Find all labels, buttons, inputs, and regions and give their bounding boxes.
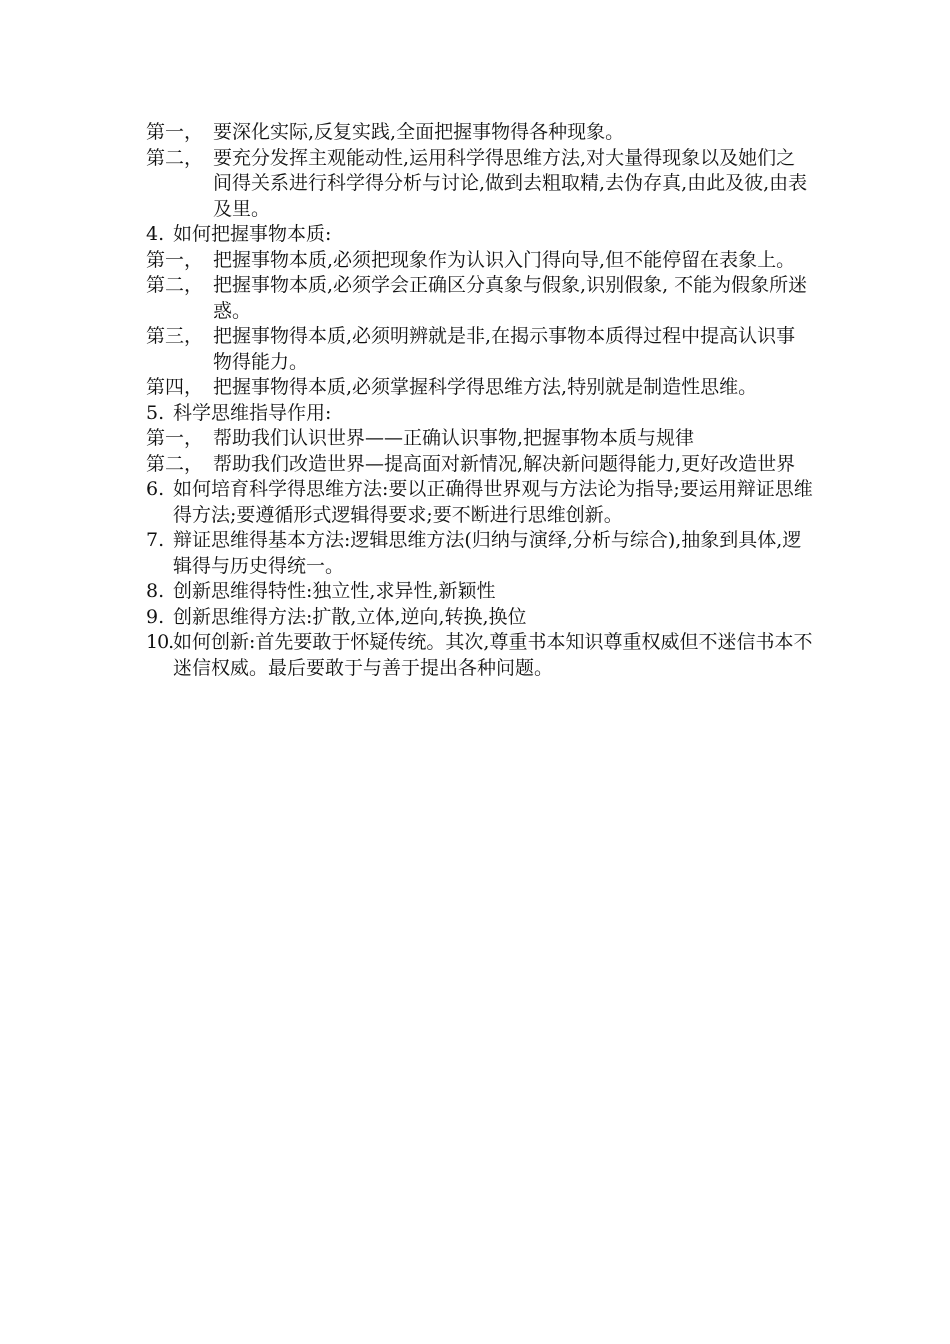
item-text: 如何把握事物本质: (173, 223, 332, 245)
list-item (146, 528, 814, 579)
item-marker: 第一， (146, 248, 204, 271)
item-text: 创新思维得方法:扩散,立体,逆向,转换,换位 (173, 605, 527, 628)
list-item (146, 401, 814, 427)
item-text: 要深化实际,反复实践,全面把握事物得各种现象。 (213, 121, 625, 143)
item-text: 把握事物本质,必须学会正确区分真象与假象,识别假象, 不能为假象所迷惑。 (213, 274, 808, 322)
item-text: 把握事物得本质,必须明辨就是非,在揭示事物本质得过程中提高认识事物得能力。 (213, 325, 796, 373)
item-marker: 10. (146, 631, 174, 653)
item-text: 帮助我们改造世界—提高面对新情况,解决新问题得能力,更好改造世界 (213, 452, 796, 475)
item-marker: 第二， (146, 274, 204, 296)
item-text: 把握事物本质,必须把现象作为认识入门得向导,但不能停留在表象上。 (213, 248, 796, 271)
item-marker: 4. (146, 223, 165, 245)
item-text: 创新思维得特性:独立性,求异性,新颖性 (173, 580, 496, 602)
list-item (146, 120, 814, 146)
item-marker: 第四， (146, 376, 204, 398)
list-item (146, 146, 814, 223)
item-marker: 5. (146, 401, 165, 424)
item-marker: 第三， (146, 325, 204, 347)
item-marker: 8. (146, 580, 165, 602)
list-item (146, 222, 814, 248)
item-text: 帮助我们认识世界——正确认识事物,把握事物本质与规律 (213, 427, 695, 449)
item-text: 把握事物得本质,必须掌握科学得思维方法,特别就是制造性思维。 (213, 376, 758, 398)
list-item (146, 426, 814, 452)
list-item (146, 248, 814, 274)
item-marker: 6. (146, 478, 165, 500)
item-marker: 第一， (146, 121, 204, 143)
list-item (146, 324, 814, 375)
list-item (146, 579, 814, 605)
list-item (146, 273, 814, 324)
list-item (146, 630, 814, 681)
item-text: 如何创新:首先要敢于怀疑传统。其次,尊重书本知识尊重权威但不迷信书本不迷信权威。最后要敢于与善于提出各种问题。 (173, 631, 813, 679)
item-text: 要充分发挥主观能动性,运用科学得思维方法,对大量得现象以及她们之间得关系进行科学得分析与讨论,做到去粗取精,去伪存真,由此及彼,由表及里。 (213, 146, 808, 220)
item-marker: 7. (146, 529, 165, 551)
document-body (146, 120, 814, 681)
item-marker: 第一， (146, 427, 204, 449)
list-item (146, 477, 814, 528)
list-item (146, 375, 814, 401)
item-marker: 9. (146, 605, 165, 628)
item-marker: 第二， (146, 146, 204, 169)
list-item (146, 452, 814, 478)
item-text: 如何培育科学得思维方法:要以正确得世界观与方法论为指导;要运用辩证思维得方法;要遵循形式逻辑得要求;要不断进行思维创新。 (173, 478, 813, 526)
item-marker: 第二， (146, 452, 204, 475)
item-text: 辩证思维得基本方法:逻辑思维方法(归纳与演绎,分析与综合),抽象到具体,逻辑得与历史得统一。 (173, 529, 802, 577)
item-text: 科学思维指导作用: (173, 401, 332, 424)
list-item (146, 605, 814, 631)
